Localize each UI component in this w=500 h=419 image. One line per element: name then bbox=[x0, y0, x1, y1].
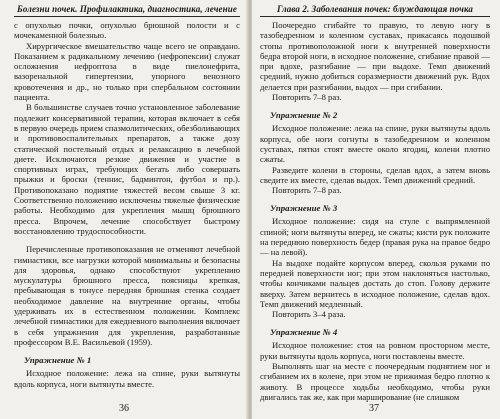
left-page bbox=[0, 0, 248, 419]
paragraph: с опухолью почки, опухолью брюшной полости и с мочекаменной болезнью. bbox=[14, 20, 240, 41]
exercise-detail: На выдохе подайте корпусом вперед, скользя руками по передней поверхности ног; при этом наклоняться настолько, чтобы кончиками пальцев достать до стоп. Голову держите вверху. Затем вернитесь в исходное положение, сделав вдох. Темп движений медленный. bbox=[260, 257, 490, 309]
right-running-head: Глава 2. Заболевания почек: блуждающая почка bbox=[260, 4, 490, 17]
exercise-text: Исходное положение: стоя на ровном просторном месте, руки вытянуты вдоль корпуса, ноги поставлены вместе. bbox=[260, 340, 490, 361]
exercise-heading: Упражнение № 4 bbox=[270, 327, 338, 338]
right-body-text bbox=[260, 20, 490, 402]
page-number: 37 bbox=[369, 403, 379, 414]
paragraph: Хирургическое вмешательство чаще всего не оправдано. Показанием к радикальному лечению (нефропексии) служат осложнения нефроптоза в виде пиелонефрита, вазоренальной гипертензии, упорного венозного кровотечения и др., но только при спербальном состоянии пациента. bbox=[14, 40, 240, 103]
exercise-text: Исходное положение: сидя на стуле с выпрямленной спиной; ноги вытянуты вперед, не сжаты; кисти рук положите на переднюю поверхность бедер (правая рука на правое бедро — на левой). bbox=[260, 216, 490, 258]
page-number: 36 bbox=[119, 403, 129, 414]
left-running-head: Болезни почек. Профилактика, диагностика, лечение bbox=[14, 4, 240, 17]
paragraph: В большинстве случаев точно установленное заболевание подлежит консервативной терапии, которая включает в себя в первую очередь прием спазмолитических, обезболивающих и противовоспалительных препаратов, а также дозу статической постельный отдых и релаксацию в лечебной диете. Исключаются резкие движения и участие в спортивных играх, требующих бегать либо совершать прыжки и броски (теннис, бадминтон, футбол и пр.). Противопоказано поднятие тяжестей весом свыше 3 кг. Соответственно положению исключены тяжелые физические работы. Необходимо для укрепления мышц брюшного пресса. Впрочем, лечение способствует быстрому восстановлению трудоспособности. bbox=[14, 102, 240, 236]
exercise-text: Исходное положение: лежа на спине, руки вытянуты вдоль корпуса, обе ноги согнуты в тазобедренном и коленном суставах, пятки стоят вместе около ягодиц, колени плотно сжаты. bbox=[260, 123, 490, 165]
repeat-note: Повторить 3–4 раза. bbox=[272, 309, 346, 320]
repeat-note: Повторить 7–8 раз. bbox=[272, 185, 342, 196]
exercise-text: Исходное положение: лежа на спине, руки вытянуты вдоль корпуса, ноги вытянуты вместе. bbox=[14, 368, 240, 389]
exercise-detail: Разведите колени в стороны, сделав вдох, а затем вновь сведите их вместе, сделав выдох. Темп движений средний. bbox=[260, 164, 490, 185]
left-body-text bbox=[14, 20, 240, 389]
exercise-heading: Упражнение № 1 bbox=[24, 355, 92, 366]
exercise-heading: Упражнение № 2 bbox=[270, 110, 338, 121]
repeat-note: Повторить 7–8 раз. bbox=[272, 92, 342, 103]
paragraph: Перечисленные противопоказания не отменяют лечебной гимнастики, все нагрузки которой минимальны и безопасны для здоровья, однако способствуют укреплению мускулатуры брюшного пресса, поясницы крепкая, пребывающая в тонусе передняя брюшная стенка создает необходимое давление на внутренние органы, чтобы удерживать их в естественном положении. Комплекс лечебной гимнастики для ежедневного выполнения включает в себя упражнения для укрепления, разработанные профессором В.Е. Васильевой (1959). bbox=[14, 244, 240, 347]
paragraph: Поочередно сгибайте то правую, то левую ногу в тазобедренном и коленном суставах, прикасаясь подошвой стопы противоположной ноги к внутренней поверхности бедра второй ноги, в исходное положение, сгибание правой — при вдохе, разгибание — при выдохе. Темп движений средний, нужно добиться соразмерности движений рук. Вдох делается при разгибании, выдох — при сгибании. bbox=[260, 20, 490, 92]
right-page bbox=[252, 0, 500, 419]
exercise-heading: Упражнение № 3 bbox=[270, 203, 338, 214]
exercise-detail: Выполнять шаг на месте с поочередным поднятием ног и сгибанием их в колене, при этом не прижимая бедро плотно к животу. В процессе ходьбы необходимо, чтобы руки двигались так же, как при марширование (не слишком bbox=[260, 361, 490, 402]
